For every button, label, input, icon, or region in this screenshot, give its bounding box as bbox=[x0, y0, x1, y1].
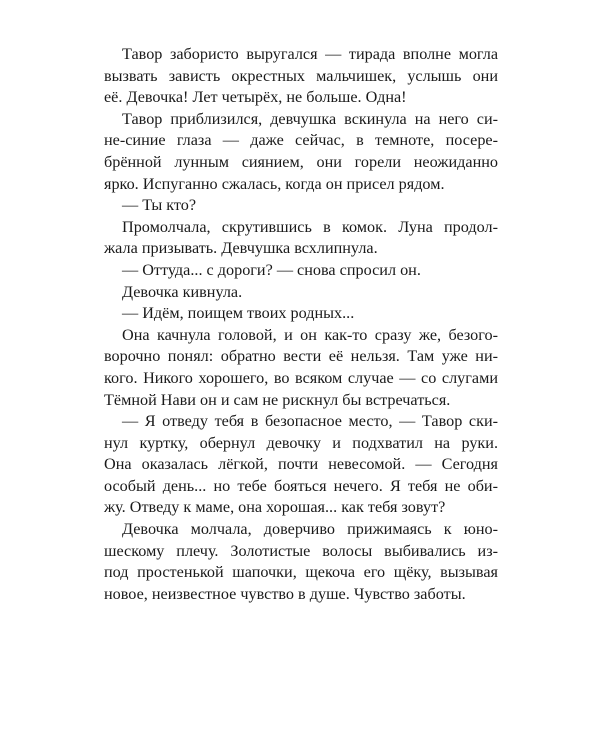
text-line: вызвать зависть окрестных мальчишек, услышь они bbox=[104, 66, 498, 85]
text-line: Тавор забористо выругался — тирада вполне могла bbox=[122, 45, 498, 63]
text-line: нул куртку, обернул девочку и подхватил на руки. bbox=[104, 433, 498, 452]
text-line: особый день... но тебе бояться нечего. Я тебя не оби- bbox=[104, 476, 498, 495]
text-line: Тавор приблизился, девчушка вскинула на него си- bbox=[122, 109, 498, 128]
text-line: Она качнула головой, и он как-то сразу же, безого- bbox=[122, 325, 498, 344]
text-line: ярко. Испуганно сжалась, когда он присел рядом. bbox=[104, 174, 445, 193]
page-text bbox=[104, 44, 498, 605]
text-line: жу. Отведу к маме, она хорошая... как тебя зовут? bbox=[104, 498, 446, 517]
text-line: — Я отведу тебя в безопасное место, — Тавор ски- bbox=[122, 412, 498, 431]
text-line: новое, неизвестное чувство в душе. Чувство заботы. bbox=[104, 584, 466, 603]
text-line: её. Девочка! Лет четырёх, не больше. Одна! bbox=[104, 88, 407, 107]
text-line: ворочно понял: обратно вести её нельзя. Там уже ни- bbox=[104, 347, 498, 366]
text-line: кого. Никого хорошего, во всяком случае — со слугами bbox=[104, 368, 498, 387]
text-line: жала призывать. Девчушка всхлипнула. bbox=[104, 239, 378, 258]
text-line: брённой лунным сиянием, они горели неожиданно bbox=[104, 152, 498, 171]
text-line: Девочка кивнула. bbox=[122, 282, 243, 301]
text-line: Промолчала, скрутившись в комок. Луна продол- bbox=[122, 217, 498, 236]
text-line: — Оттуда... с дороги? — снова спросил он. bbox=[122, 260, 421, 279]
text-line: под простенькой шапочки, щекоча его щёку, вызывая bbox=[104, 563, 498, 582]
text-line: не-синие глаза — даже сейчас, в темноте, посере- bbox=[104, 131, 498, 150]
text-line: Она оказалась лёгкой, почти невесомой. — Сегодня bbox=[104, 455, 498, 474]
text-line: — Идём, поищем твоих родных... bbox=[122, 304, 355, 323]
text-line: Девочка молчала, доверчиво прижимаясь к юно- bbox=[122, 520, 498, 539]
text-line: — Ты кто? bbox=[122, 196, 197, 215]
text-line: Тёмной Нави он и сам не рискнул бы встречаться. bbox=[104, 390, 451, 409]
text-line: шескому плечу. Золотистые волосы выбивались из- bbox=[104, 541, 498, 560]
